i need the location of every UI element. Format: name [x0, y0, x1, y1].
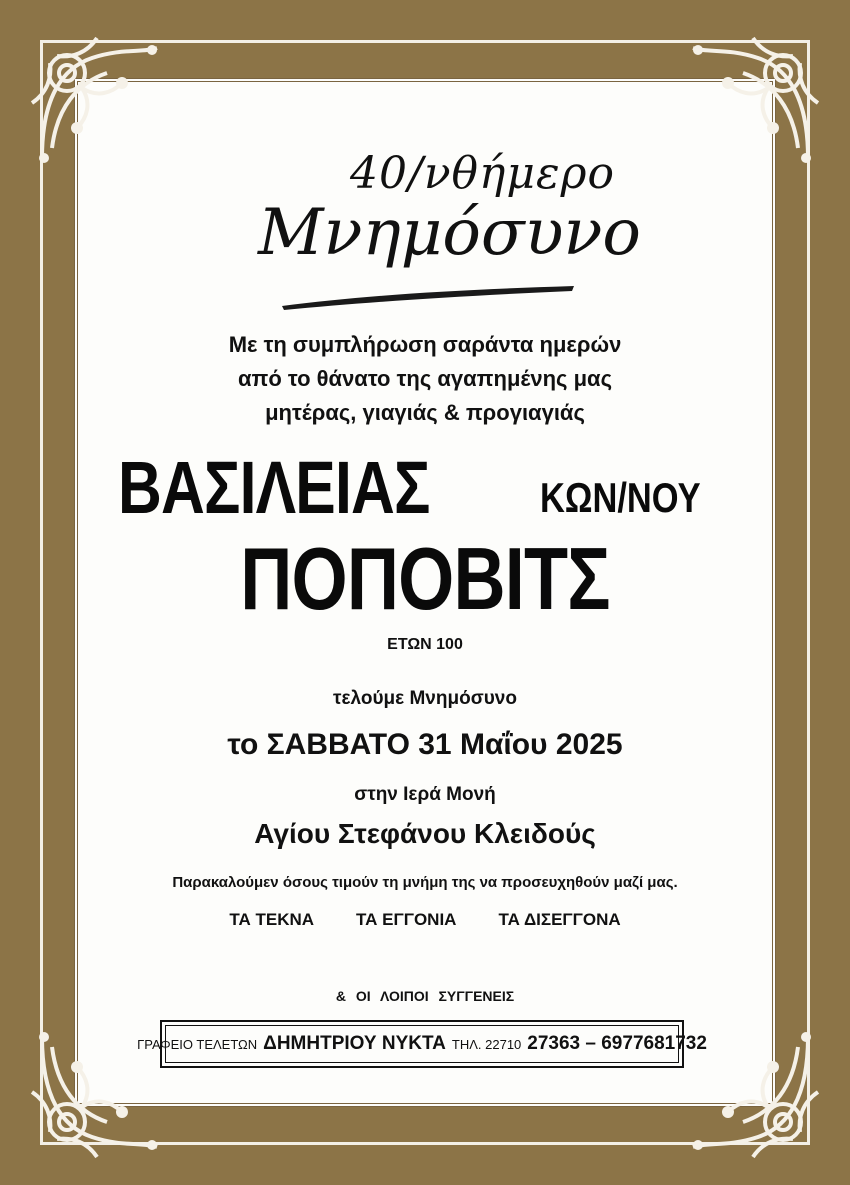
family-children: ΤΑ ΤΕΚΝΑ — [229, 910, 315, 929]
family-grandchildren: ΤΑ ΕΓΓΟΝΙΑ — [356, 910, 457, 929]
service-place: Αγίου Στεφάνου Κλειδούς — [254, 818, 596, 849]
intro-text — [0, 328, 850, 430]
family-great-grandchildren: ΤΑ ΔΙΣΕΓΓΟΝΑ — [498, 910, 621, 929]
office-label: ΓΡΑΦΕΙΟ ΤΕΛΕΤΩΝ — [137, 1036, 258, 1052]
deceased-surname: ΠΟΠΟΒΙΤΣ — [240, 529, 610, 628]
deceased-first-name: ΒΑΣΙΛΕΙΑΣ — [118, 446, 430, 529]
heading-memorial: Μνημόσυνο — [258, 196, 641, 270]
intro-line-2: από το θάνατο της αγαπημένης μας — [237, 366, 613, 391]
intro-line-1: Με τη συμπλήρωση σαράντα ημερών — [228, 332, 622, 357]
office-name: ΔΗΜΗΤΡΙΟΥ ΝΥΚΤΑ — [263, 1033, 446, 1054]
heading-fortieth-day: 40/νθήμερο — [350, 148, 615, 199]
other-relatives: & ΟΙ ΛΟΙΠΟΙ ΣΥΓΓΕΝΕΙΣ — [335, 988, 515, 1004]
brush-stroke-divider — [278, 282, 578, 312]
deceased-age: ΕΤΩΝ 100 — [387, 636, 463, 653]
office-tel-label: ΤΗΛ. 22710 — [451, 1036, 522, 1052]
funeral-office-box — [137, 1020, 707, 1068]
intro-line-3: μητέρας, γιαγιάς & προγιαγιάς — [265, 400, 585, 425]
service-date: το ΣΑΒΒΑΤΟ 31 Μαΐου 2025 — [227, 728, 623, 761]
office-phones: 27363 – 6977681732 — [527, 1033, 707, 1054]
service-intro: τελούμε Μνημόσυνο — [333, 688, 517, 709]
deceased-patronym: ΚΩΝ/ΝΟΥ — [540, 474, 701, 521]
prayer-request: Παρακαλούμεν όσους τιμούν τη μνήμη της να προσευχηθούν μαζί μας. — [172, 874, 678, 891]
service-place-intro: στην Ιερά Μονή — [354, 784, 496, 805]
family-list — [0, 910, 850, 930]
